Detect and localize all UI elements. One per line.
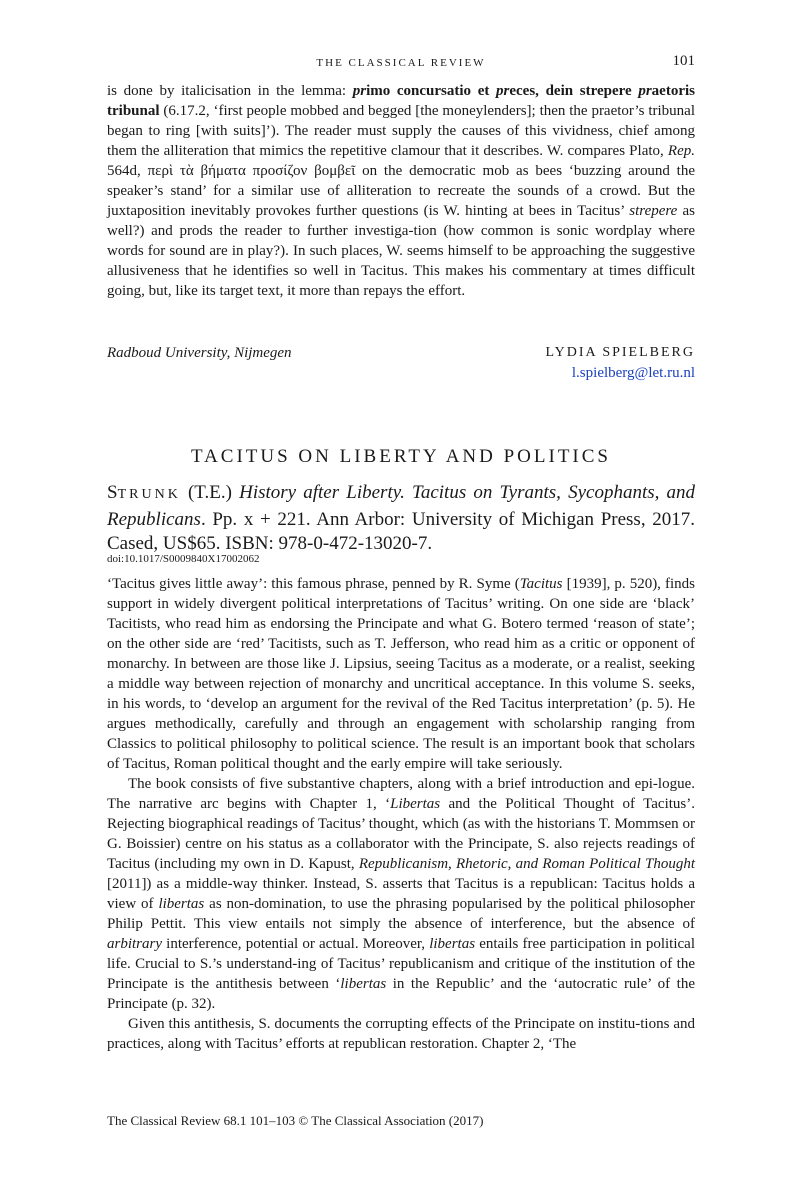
text: 564d, περὶ τὰ βήματα προσίζον βομβεῖ on the democratic mob as bees ‘buzzing around the speaker’s stand’ for a similar use of alliteration to recreate the sounds of a crowd. But the juxtaposition inevitably provokes further questions (is W. hinting at bees in Tacitus’: [107, 163, 695, 219]
review-title: TACITUS ON LIBERTY AND POLITICS: [190, 446, 612, 467]
text: interference, potential or actual. Moreover,: [162, 936, 430, 952]
latin-word: libertas: [429, 936, 476, 952]
paragraph: [107, 574, 695, 774]
text: in the Republic’ and the ‘autocratic rule’ of the Principate (p. 32).: [107, 976, 695, 1012]
publication-details: . Pp. x + 221. Ann Arbor: University of Michigan Press, 2017. Cased, US$65. ISBN: 978-0-472-13020-7.: [107, 508, 695, 554]
running-head: [107, 53, 695, 73]
doi[interactable]: doi:10.1017/S0009840X17002062: [107, 553, 260, 565]
running-title: THE CLASSICAL REVIEW: [316, 57, 486, 69]
previous-review-conclusion: [107, 81, 695, 301]
text: entails free participation in political life. Crucial to S.’s understand-ing of Tacitus’ republicanism and critique of the institution of the Principate is the antithesis between ‘: [107, 936, 695, 992]
text: The book consists of five substantive chapters, along with a brief introduction and epi-logue. The narrative arc begins with Chapter 1, ‘: [107, 776, 695, 812]
lemma-text: imo concursatio et: [366, 83, 497, 99]
paragraph: [107, 774, 695, 1014]
author-surname: TRUNK: [117, 487, 181, 502]
lemma-alliteration: pr: [638, 83, 652, 99]
page-footer: The Classical Review 68.1 101–103 © The Classical Association (2017): [107, 1113, 484, 1128]
text: and the Political Thought of Tacitus’. Rejecting biographical readings of Tacitus’ thought, which (as with the historians T. Mommsen or G. Boissier) centre on his status as a collaborator with the Principate, S. also rejects readings of Tacitus (including my own in D. Kapust,: [107, 796, 695, 872]
title-ref: Rep.: [667, 143, 695, 159]
emphasis: arbitrary: [107, 936, 163, 952]
author-initial: S: [107, 482, 118, 503]
latin-word: Libertas: [390, 796, 441, 812]
text: is done by italicisation in the lemma:: [107, 83, 353, 99]
title-ref: Tacitus: [519, 576, 563, 592]
lemma-alliteration: pr: [496, 83, 510, 99]
text: ‘Tacitus gives little away’: this famous phrase, penned by R. Syme (: [107, 576, 520, 592]
latin-word: strepere: [629, 203, 678, 219]
text: as non-domination, to use the phrasing popularised by the political philosopher Philip Pettit. This view entails not simply the absence of interference, but the absence of: [107, 896, 696, 932]
author-initials: (T.E.): [187, 482, 232, 503]
latin-word: libertas: [158, 896, 205, 912]
review-body: [107, 574, 695, 1054]
bibliographic-entry: [107, 481, 695, 557]
paragraph: Given this antithesis, S. documents the corrupting effects of the Principate on institu-tions and practices, along with Tacitus’ efforts at republican restoration. Chapter 2, ‘The: [107, 1016, 695, 1052]
lemma-text: eces, dein strepere: [509, 83, 639, 99]
reviewer-name: LYDIA SPIELBERG: [545, 345, 695, 360]
reviewer-affiliation: Radboud University, Nijmegen: [107, 345, 292, 361]
text: [1939], p. 520), finds support in widely divergent political interpretations of Tacitus’ writing. On one side are ‘black’ Tacitists, who read him as endorsing the Principate and what G. Botero termed ‘reason of state’; on the other side are ‘red’ Tacitists, such as T. Jefferson, who read him as a critic or opponent of monarchy. In between are those like J. Lipsius, seeing Tacitus as a moderate, or a realist, seeking a middle way between rejection of monarchy and uncritical acceptance. In this volume S. seeks, in his words, to ‘develop an argument for the revival of the Red Tacitus interpretation’ (p. 5). He argues methodically, carefully and through an engagement with scholarship ranging from Classics to political philosophy to political science. The result is an important book that scholars of Tacitus, Roman political thought and the early empire will take seriously.: [107, 576, 695, 772]
reviewer-email-link[interactable]: l.spielberg@let.ru.nl: [571, 365, 695, 381]
text: (6.17.2, ‘first people mobbed and begged [the moneylenders]; then the praetor’s tribunal began to ring [with suits]’). The reader must supply the causes of this vividness, chief among them the alliteration that mimics the repetitive clamour that it describes. W. compares Plato,: [107, 103, 695, 159]
lemma-text: aetoris tribunal: [107, 83, 695, 119]
latin-word: libertas: [340, 976, 387, 992]
title-ref: Republicanism, Rhetoric, and Roman Political Thought: [358, 856, 695, 872]
book-title: History after Liberty. Tacitus on Tyrants, Sycophants, and Republicans: [107, 482, 696, 530]
lemma-alliteration: pr: [352, 83, 367, 99]
text: [2011]) as a middle-way thinker. Instead, S. asserts that Tacitus is a republican: Tacitus holds a view of: [107, 876, 695, 912]
page-number: 101: [672, 53, 695, 69]
text: as well?) and prods the reader to further investiga-tion (how common is sonic wordplay where words for sound are in play?). In such places, W. seems himself to be approaching the suggestive allusiveness that he identifies so well in Tacitus. This makes his commentary at times difficult going, but, like its target text, it more than repays the effort.: [107, 203, 695, 299]
